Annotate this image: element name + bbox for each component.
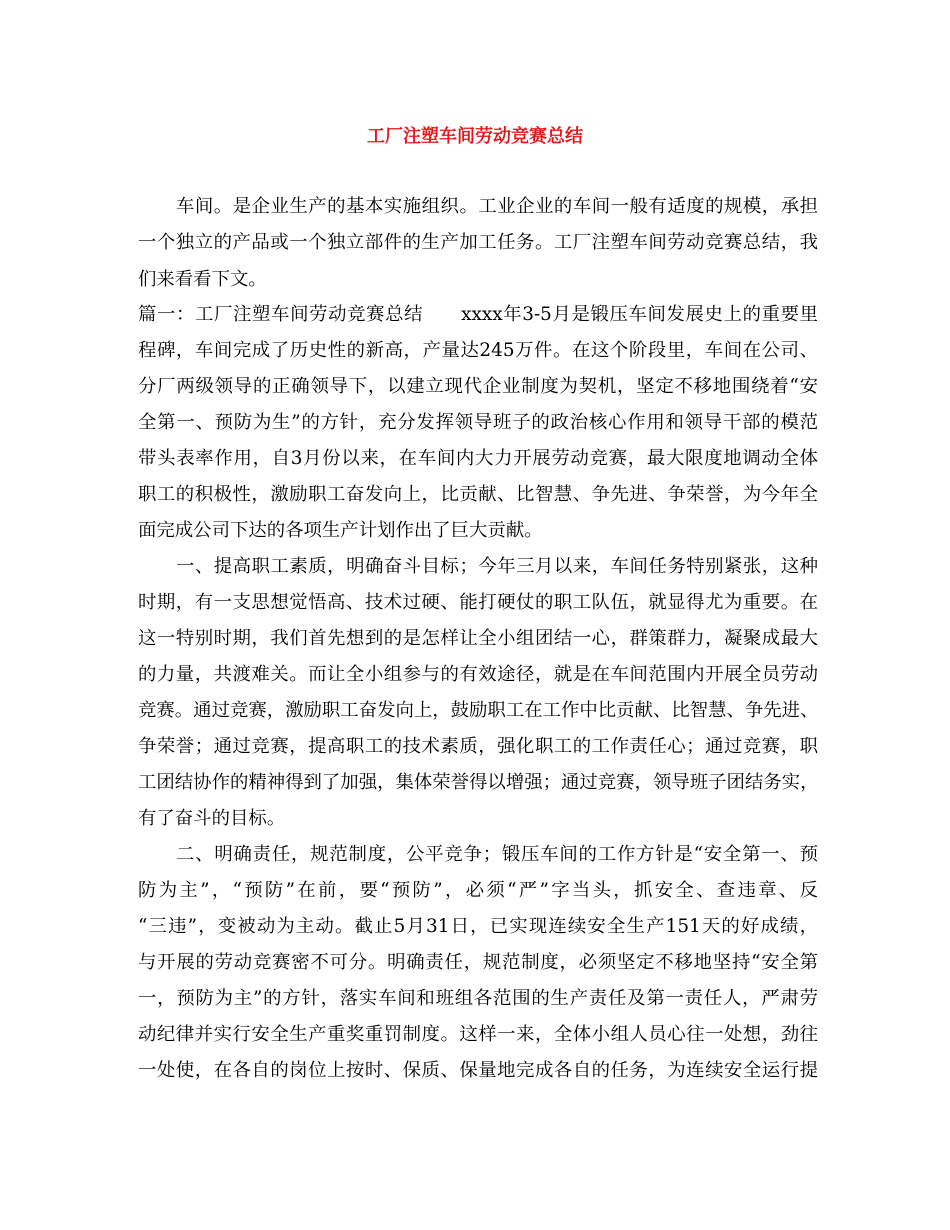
body-line: 有了奋斗的目标。 (138, 808, 286, 829)
body-line: 争荣誉；通过竞赛，提高职工的技术素质，强化职工的工作责任心；通过竞赛，职 (138, 736, 818, 757)
body-line: 工团结协作的精神得到了加强，集体荣誉得以增强；通过竞赛，领导班子团结务实， (138, 772, 819, 793)
body-line: 职工的积极性，激励职工奋发向上，比贡献、比智慧、争先进、争荣誉，为今年全 (138, 484, 818, 505)
body-line: 一处使，在各自的岗位上按时、保质、保量地完成各自的任务，为连续安全运行提 (138, 1060, 818, 1081)
body-line: 面完成公司下达的各项生产计划作出了巨大贡献。 (138, 520, 543, 541)
body-line: 一、提高职工素质，明确奋斗目标；今年三月以来，车间任务特别紧张，这种 (176, 556, 818, 577)
document-title: 工厂注塑车间劳动竞赛总结 (367, 126, 583, 147)
body-line: 篇一：工厂注塑车间劳动竞赛总结 xxxx年3-5月是锻压车间发展史上的重要里 (138, 304, 818, 325)
body-line: 与开展的劳动竞赛密不可分。明确责任，规范制度，必须坚定不移地坚持“安全第 (138, 952, 818, 973)
body-line: 分厂两级领导的正确领导下，以建立现代企业制度为契机，坚定不移地围绕着“安 (138, 376, 818, 397)
body-line: 一个独立的产品或一个独立部件的生产加工任务。工厂注塑车间劳动竞赛总结，我 (138, 232, 818, 253)
body-line: “三违”，变被动为主动。截止5月31日，已实现连续安全生产151天的好成绩， (138, 916, 818, 937)
body-line: 二、明确责任，规范制度，公平竞争；锻压车间的工作方针是“安全第一、预 (176, 844, 818, 865)
body-line: 全第一、预防为生”的方针，充分发挥领导班子的政治核心作用和领导干部的模范 (138, 412, 818, 433)
body-line: 防为主”，“预防”在前，要“预防”，必须“严”字当头，抓安全、查违章、反 (138, 880, 818, 901)
body-line: 一，预防为主”的方针，落实车间和班组各范围的生产责任及第一责任人，严肃劳 (138, 988, 818, 1009)
body-line: 时期，有一支思想觉悟高、技术过硬、能打硬仗的职工队伍，就显得尤为重要。在 (138, 592, 818, 613)
body-line: 动纪律并实行安全生产重奖重罚制度。这样一来，全体小组人员心往一处想，劲往 (138, 1024, 818, 1045)
body-line: 竞赛。通过竞赛，激励职工奋发向上，鼓励职工在工作中比贡献、比智慧、争先进、 (138, 700, 819, 721)
body-line: 带头表率作用，自3月份以来，在车间内大力开展劳动竞赛，最大限度地调动全体 (138, 448, 818, 469)
body-line: 们来看看下文。 (138, 269, 267, 290)
body-line: 程碑，车间完成了历史性的新高，产量达245万件。在这个阶段里，车间在公司、 (138, 340, 818, 361)
body-line: 车间。是企业生产的基本实施组织。工业企业的车间一般有适度的规模，承担 (176, 196, 818, 217)
body-line: 这一特别时期，我们首先想到的是怎样让全小组团结一心，群策群力，凝聚成最大 (138, 628, 818, 649)
body-line: 的力量，共渡难关。而让全小组参与的有效途径，就是在车间范围内开展全员劳动 (138, 664, 818, 685)
